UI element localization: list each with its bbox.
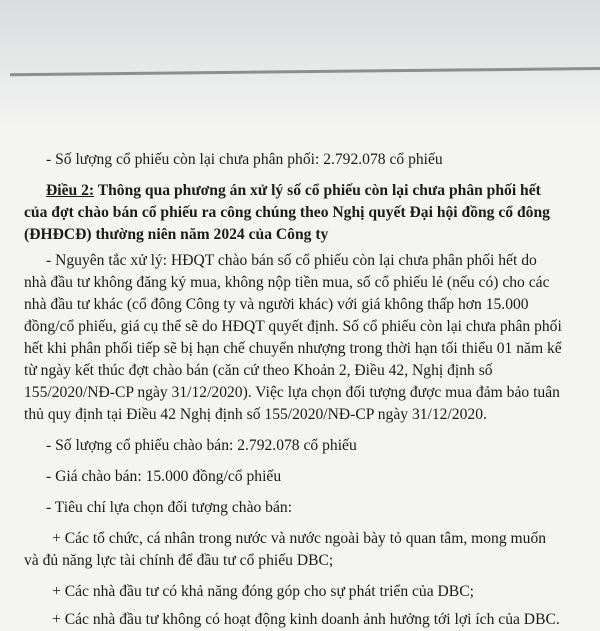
principle-line: nhà đầu tư không đăng ký mua, không nộp tiền mua, số cổ phiếu lẻ (nếu có) cho các bbox=[24, 274, 550, 291]
principle-line: nhà đầu tư khác (cổ đông Công ty và người khác) với giá không thấp hơn 15.000 bbox=[24, 296, 529, 313]
principle-line: thủ quy định tại Điều 42 Nghị định số 155/2020/NĐ-CP ngày 31/12/2020. bbox=[24, 406, 487, 423]
remaining-shares-line: - Số lượng cổ phiếu còn lại chưa phân phối: 2.792.078 cổ phiếu bbox=[46, 151, 443, 168]
principle-line: đồng/cổ phiếu, giá cụ thể sẽ do HĐQT quyết định. Số cổ phiếu còn lại chưa phân phối bbox=[24, 318, 562, 335]
article-2-title-line-1: Điều 2: Thông qua phương án xử lý số cổ phiếu còn lại chưa phân phối hết bbox=[46, 182, 541, 199]
offer-price-line: - Giá chào bán: 15.000 đồng/cổ phiếu bbox=[46, 468, 282, 485]
criteria-item-1-line-2: và đủ năng lực tài chính để đầu tư cổ phiếu DBC; bbox=[24, 552, 334, 569]
article-2-title-line-2: của đợt chào bán cổ phiếu ra công chúng theo Nghị quyết Đại hội đồng cổ đông bbox=[24, 204, 550, 221]
criteria-item-1-line-1: + Các tổ chức, cá nhân trong nước và nước ngoài bày tỏ quan tâm, mong muốn bbox=[52, 530, 547, 547]
offered-shares-line: - Số lượng cổ phiếu chào bán: 2.792.078 cổ phiếu bbox=[46, 437, 357, 454]
principle-line: 155/2020/NĐ-CP ngày 31/12/2020). Việc lựa chọn đối tượng được mua đảm bảo tuân bbox=[24, 384, 560, 401]
top-shadow-region bbox=[0, 0, 600, 130]
criteria-item-1 bbox=[24, 528, 592, 572]
selection-criteria-line: - Tiêu chí lựa chọn đối tượng chào bán: bbox=[46, 499, 293, 516]
article-2-heading bbox=[24, 180, 592, 246]
principle-line: hết khi phân phối tiếp sẽ bị hạn chế chuyển nhượng trong thời hạn tối thiểu 01 năm kể bbox=[24, 340, 562, 357]
processing-principle bbox=[24, 250, 592, 426]
article-2-label: Điều 2: bbox=[46, 182, 95, 199]
criteria-item-2: + Các nhà đầu tư có khả năng đóng góp cho sự phát triển của DBC; bbox=[52, 583, 474, 600]
criteria-item-3: + Các nhà đầu tư không có hoạt động kinh doanh ảnh hưởng tới lợi ích của DBC. bbox=[52, 611, 560, 628]
document-body bbox=[24, 149, 592, 631]
principle-line: từ ngày kết thúc đợt chào bán (căn cứ theo Khoản 2, Điều 42, Nghị định số bbox=[24, 362, 493, 379]
article-2-title-line-3: (ĐHĐCĐ) thường niên năm 2024 của Công ty bbox=[24, 226, 329, 243]
principle-line: - Nguyên tắc xử lý: HĐQT chào bán số cổ phiếu còn lại chưa phân phối hết do bbox=[46, 252, 537, 269]
